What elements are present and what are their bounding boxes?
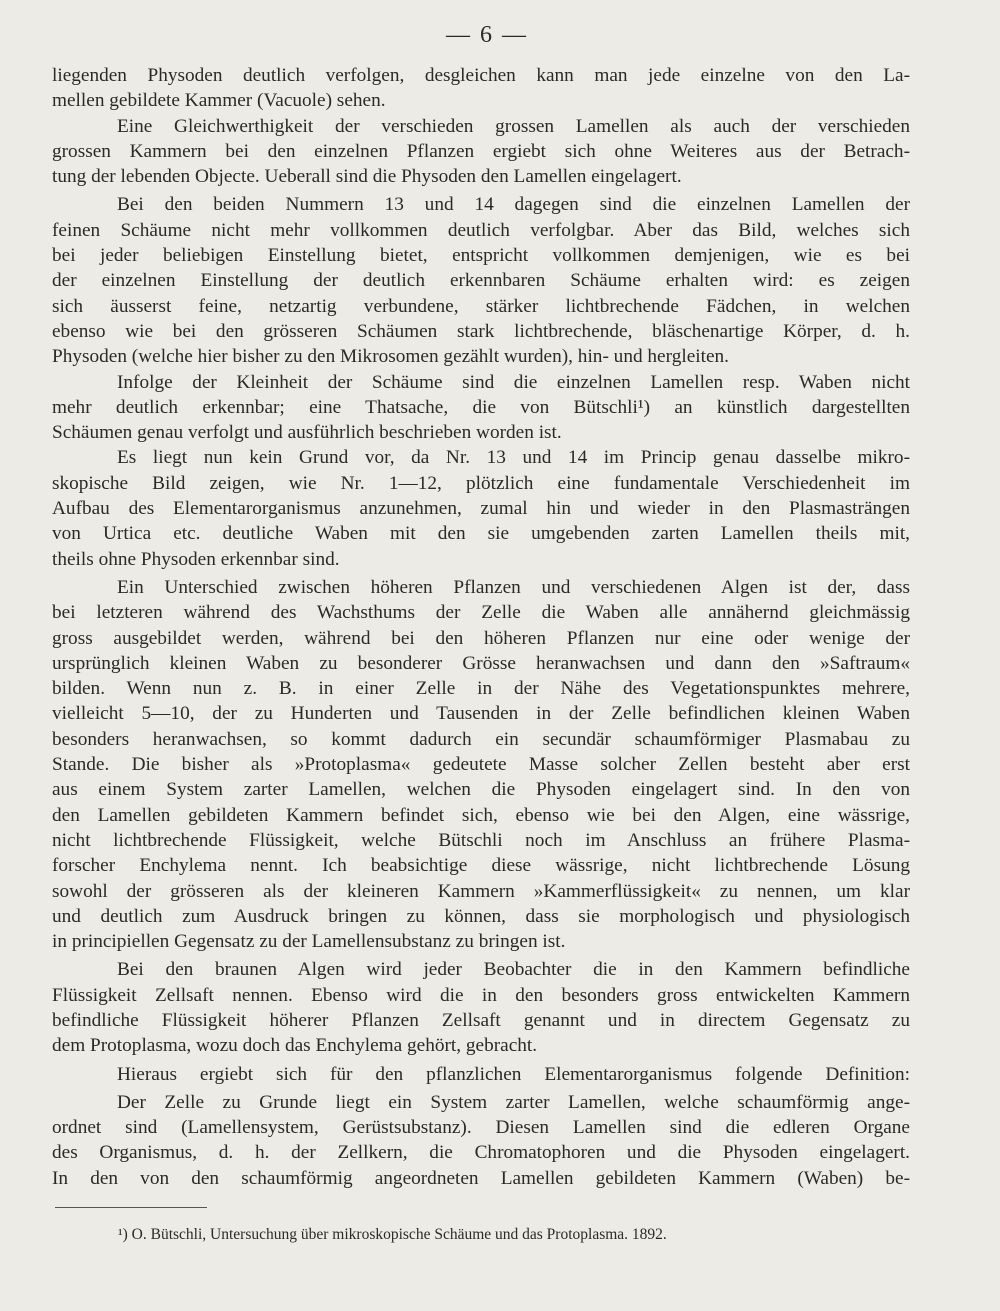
text-line: und deutlich zum Ausdruck bringen zu können, dass sie morphologisch und physiologisch (52, 905, 910, 927)
text-line: von Urtica etc. deutliche Waben mit den sie umgebenden zarten Lamellen theils mit, (52, 523, 910, 545)
body-text (52, 63, 910, 1191)
text-line: Eine Gleichwerthigkeit der verschieden grossen Lamellen als auch der verschieden (117, 115, 910, 137)
text-line: sowohl der grösseren als der kleineren Kammern »Kammerflüssigkeit« zu nennen, um klar (52, 880, 910, 902)
text-line: der einzelnen Einstellung der deutlich erkennbaren Schäume erhalten wird: es zeigen (52, 270, 910, 292)
text-line: In den von den schaumförmig angeordneten Lamellen gebildeten Kammern (Waben) be- (52, 1167, 910, 1189)
text-line: forscher Enchylema nennt. Ich beabsichtige diese wässrige, nicht lichtbrechende Lösung (52, 855, 910, 877)
page-number: — 6 — (446, 22, 528, 48)
text-line: dem Protoplasma, wozu doch das Enchylema gehört, gebracht. (52, 1035, 538, 1057)
text-line: bilden. Wenn nun z. B. in einer Zelle in der Nähe des Vegetationspunktes mehrere, (52, 678, 910, 700)
text-line: Infolge der Kleinheit der Schäume sind die einzelnen Lamellen resp. Waben nicht (117, 371, 910, 393)
text-line: Flüssigkeit Zellsaft nennen. Ebenso wird die in den besonders gross entwickelten Kammern (52, 984, 910, 1006)
text-line: bei jeder beliebigen Einstellung bietet, entspricht vollkommen demjenigen, wie es bei (52, 245, 910, 267)
text-line: ordnet sind (Lamellensystem, Gerüstsubstanz). Diesen Lamellen sind die edleren Organe (52, 1117, 910, 1139)
footnote-divider (55, 1207, 207, 1208)
text-line: aus einem System zarter Lamellen, welchen die Physoden eingelagert sind. In den von (52, 779, 910, 801)
text-line: Es liegt nun kein Grund vor, da Nr. 13 und 14 im Princip genau dasselbe mikro- (117, 447, 910, 469)
text-line: ursprünglich kleinen Waben zu besonderer Grösse heranwachsen und dann den »Saftraum« (52, 652, 910, 674)
text-line: bei letzteren während des Wachsthums der Zelle die Waben alle annähernd gleichmässig (52, 602, 910, 624)
text-line: Bei den braunen Algen wird jeder Beobachter die in den Kammern befindliche (117, 959, 910, 981)
text-line: besonders heranwachsen, so kommt dadurch ein secundär schaumförmiger Plasmabau zu (52, 728, 910, 750)
text-line: liegenden Physoden deutlich verfolgen, desgleichen kann man jede einzelne von den La- (52, 65, 910, 86)
text-line: nicht lichtbrechende Flüssigkeit, welche Bütschli noch im Anschluss an frühere Plasma- (52, 829, 910, 851)
text-line: tung der lebenden Objecte. Ueberall sind die Physoden den Lamellen eingelagert. (52, 166, 682, 188)
text-line: theils ohne Physoden erkennbar sind. (52, 548, 340, 570)
text-line: vielleicht 5—10, der zu Hunderten und Tausenden in der Zelle befindlichen kleinen Waben (52, 703, 910, 725)
text-line: Physoden (welche hier bisher zu den Mikrosomen gezählt wurden), hin- und hergleiten. (52, 346, 729, 368)
text-line: Ein Unterschied zwischen höheren Pflanzen und verschiedenen Algen ist der, dass (117, 576, 910, 598)
text-line: den Lamellen gebildeten Kammern befindet sich, ebenso wie bei den Algen, eine wässrige, (52, 804, 910, 826)
text-line: Schäumen genau verfolgt und ausführlich beschrieben worden ist. (52, 422, 562, 444)
text-line: befindliche Flüssigkeit höherer Pflanzen Zellsaft genannt und in directem Gegensatz zu (52, 1009, 910, 1031)
text-line: Hieraus ergiebt sich für den pflanzlichen Elementarorganismus folgende Definition: (117, 1063, 910, 1085)
text-line: in principiellen Gegensatz zu der Lamellensubstanz zu bringen ist. (52, 931, 566, 953)
text-line: gross ausgebildet werden, während bei den höheren Pflanzen nur eine oder wenige der (52, 627, 910, 649)
text-line: Aufbau des Elementarorganismus anzunehmen, zumal hin und wieder in den Plasmasträngen (52, 498, 910, 520)
text-line: sich äusserst feine, netzartig verbundene, stärker lichtbrechende Fädchen, in welchen (52, 295, 910, 317)
text-line: des Organismus, d. h. der Zellkern, die Chromatophoren und die Physoden eingelagert. (52, 1142, 910, 1164)
text-line: Der Zelle zu Grunde liegt ein System zarter Lamellen, welche schaumförmig ange- (117, 1091, 910, 1113)
text-line: Stande. Die bisher als »Protoplasma« gedeutete Masse solcher Zellen besteht aber erst (52, 754, 910, 776)
text-line: skopische Bild zeigen, wie Nr. 1—12, plötzlich eine fundamentale Verschiedenheit im (52, 472, 910, 494)
text-line: mehr deutlich erkennbar; eine Thatsache, die von Bütschli¹) an künstlich dargestellten (52, 396, 910, 418)
text-line: feinen Schäume nicht mehr vollkommen deutlich verfolgbar. Aber das Bild, welches sich (52, 219, 910, 241)
text-line: mellen gebildete Kammer (Vacuole) sehen. (52, 90, 386, 112)
text-line: grossen Kammern bei den einzelnen Pflanzen ergiebt sich ohne Weiteres aus der Betrach- (52, 140, 910, 162)
text-line: ebenso wie bei den grösseren Schäumen stark lichtbrechende, bläschenartige Körper, d. h. (52, 320, 910, 342)
text-line: Bei den beiden Nummern 13 und 14 dagegen sind die einzelnen Lamellen der (117, 194, 910, 216)
footnote: ¹) O. Bütschli, Untersuchung über mikroskopische Schäume und das Protoplasma. 1892. (118, 1226, 667, 1243)
